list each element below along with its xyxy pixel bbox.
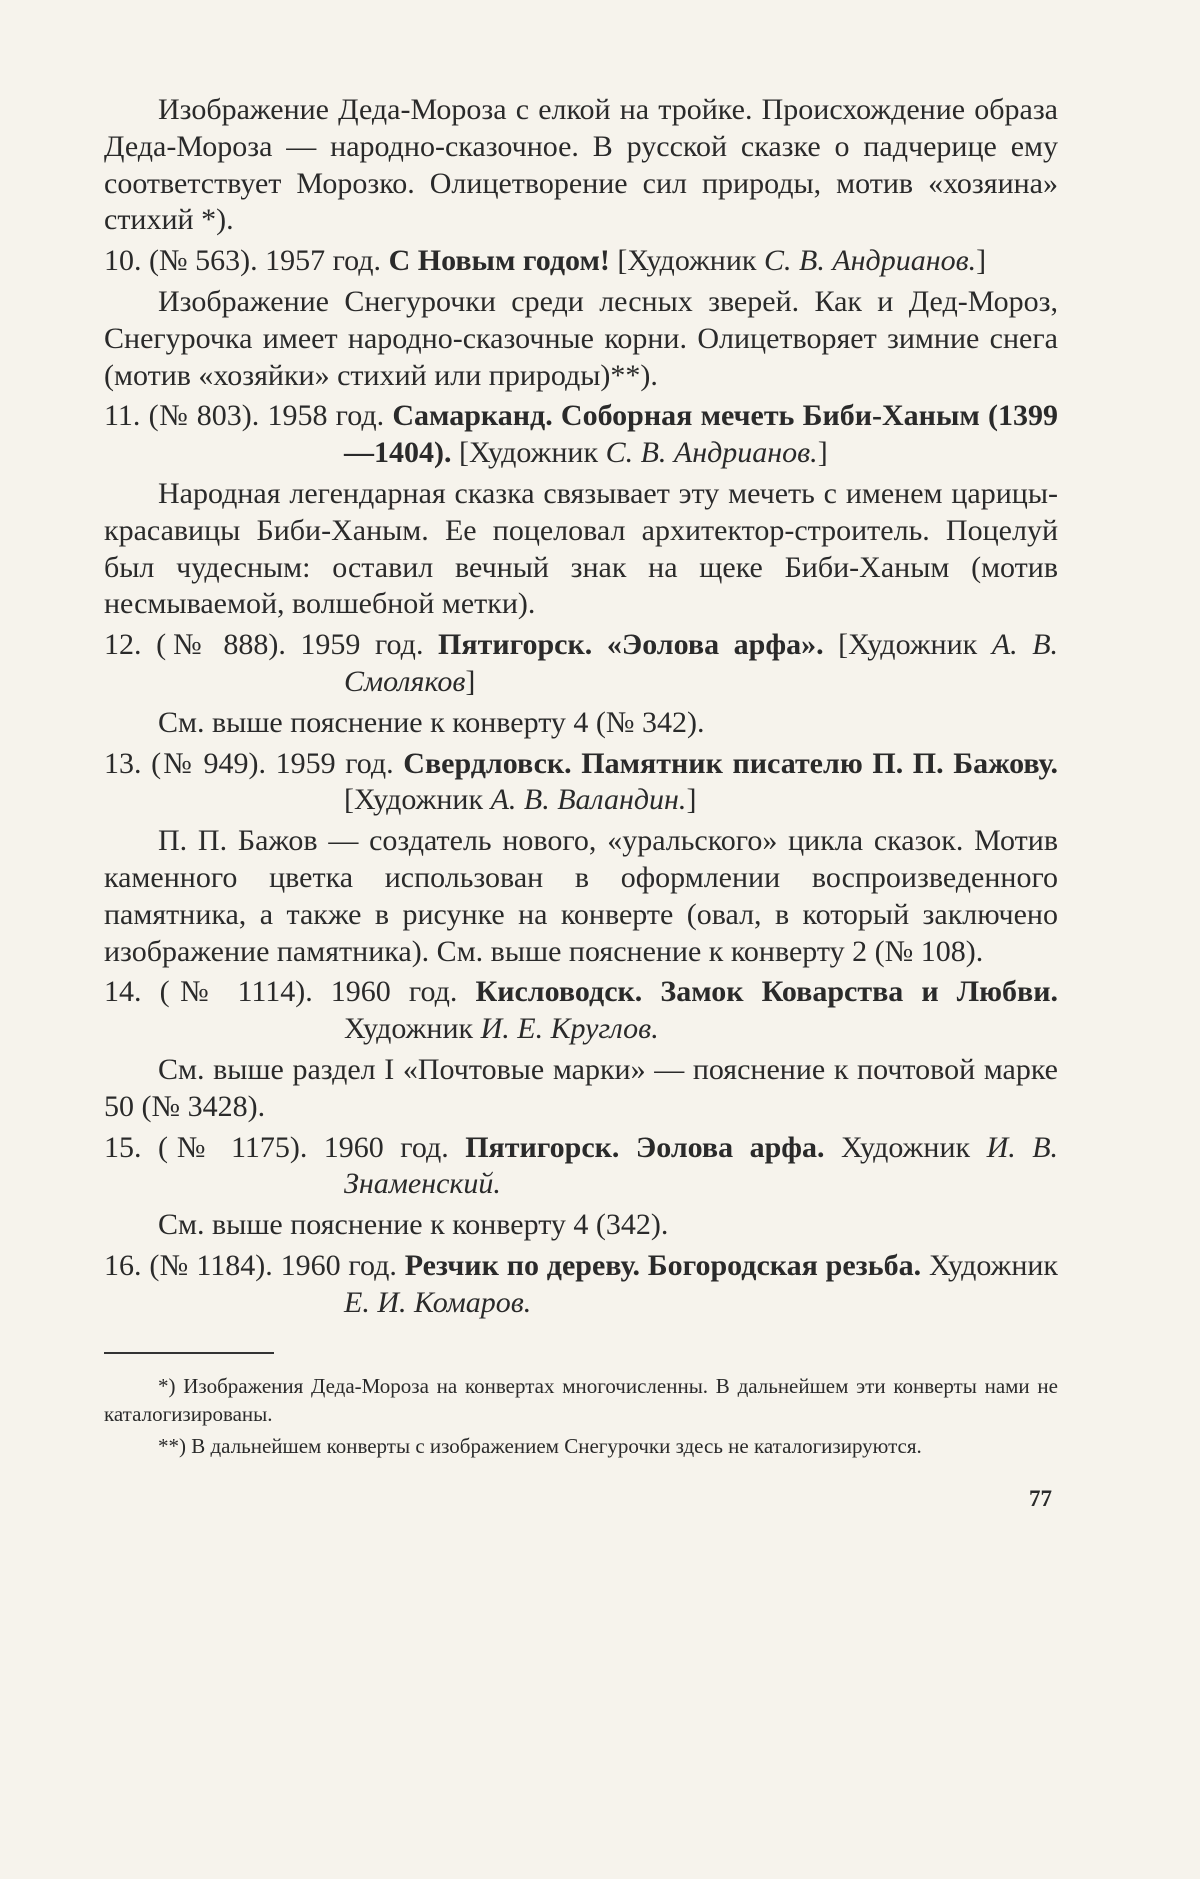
- entry-ref: 12. (№ 888). 1959 год.: [104, 628, 424, 662]
- catalog-entry: [104, 1130, 1058, 1204]
- paragraph: См. выше раздел I «Почтовые марки» — пояснение к почтовой марке 50 (№ 3428).: [104, 1052, 1058, 1123]
- entry-title: Самарканд. Соборная мечеть Биби-Ханым (1399—1404).: [344, 399, 1059, 470]
- entry-ref: 16. (№ 1184). 1960 год.: [104, 1248, 397, 1282]
- footnotes: [104, 1372, 1058, 1460]
- entry-artist-suffix: ]: [465, 664, 476, 698]
- entry-artist-prefix: [Художник: [617, 244, 757, 278]
- document-body: [104, 92, 1058, 1322]
- entry-artist-prefix: Художник: [841, 1130, 971, 1164]
- entry-artist: Е. И. Комаров.: [344, 1285, 532, 1319]
- entry-artist: И. Е. Круглов.: [480, 1012, 659, 1046]
- footnote: **) В дальнейшем конверты с изображением Снегурочки здесь не каталогизируются.: [158, 1433, 922, 1458]
- entry-ref: 13. (№ 949). 1959 год.: [104, 746, 394, 780]
- entry-artist: А. В. Смоляков: [344, 628, 1059, 698]
- footnote: *) Изображения Деда-Мороза на конвертах многочисленны. В дальнейшем эти конверты нами не каталогизированы.: [104, 1373, 1058, 1426]
- entry-artist: С. В. Андрианов.: [763, 244, 977, 278]
- paragraph: См. выше пояснение к конверту 4 (342).: [158, 1208, 669, 1242]
- catalog-entry: [104, 746, 1058, 820]
- entry-artist-prefix: [Художник: [838, 628, 978, 662]
- entry-ref: 14. (№ 1114). 1960 год.: [104, 975, 458, 1009]
- entry-artist-prefix: Художник: [344, 1012, 474, 1046]
- catalog-entry: [104, 627, 1058, 701]
- entry-artist: А. В. Валандин.: [490, 783, 687, 817]
- entry-artist-suffix: ]: [686, 783, 697, 817]
- paragraph: П. П. Бажов — создатель нового, «уральского» цикла сказок. Мотив каменного цветка использован в оформлении воспроизведенного памятника, а также в рисунке на конверте (овал, в который заключено изображение памятника). См. выше пояснение к конверту 2 (№ 108).: [104, 824, 1058, 968]
- catalog-entry: [104, 1248, 1058, 1322]
- page-number: 77: [1029, 1485, 1052, 1511]
- entry-ref: 15. (№ 1175). 1960 год.: [104, 1130, 449, 1164]
- footnote-divider: [104, 1352, 274, 1354]
- entry-ref: 10. (№ 563). 1957 год.: [104, 244, 382, 278]
- paragraph: Изображение Снегурочки среди лесных зверей. Как и Дед-Мороз, Снегурочка имеет народно-сказочные корни. Олицетворяет зимние снега (мотив «хозяйки» стихий или природы)**).: [104, 284, 1058, 392]
- entry-artist-prefix: [Художник: [459, 436, 599, 470]
- entry-artist: С. В. Андрианов.: [605, 436, 818, 470]
- entry-title: С Новым годом!: [388, 244, 610, 278]
- entry-title: Пятигорск. Эолова арфа.: [465, 1130, 825, 1164]
- entry-artist-prefix: Художник: [928, 1248, 1059, 1282]
- entry-artist-prefix: [Художник: [344, 783, 484, 817]
- entry-artist-suffix: ]: [976, 244, 987, 278]
- paragraph: Изображение Деда-Мороза с елкой на тройке. Происхождение образа Деда-Мороза — народно-сказочное. В русской сказке о падчерице ему соответствует Морозко. Олицетворение сил природы, мотив «хозяина» стихий *).: [104, 93, 1058, 237]
- paragraph: См. выше пояснение к конверту 4 (№ 342).: [158, 705, 705, 739]
- entry-title: Резчик по дереву. Богородская резьба.: [404, 1248, 922, 1282]
- entry-title: Кисловодск. Замок Коварства и Любви.: [475, 975, 1058, 1009]
- catalog-entry: [104, 974, 1058, 1048]
- catalog-entry: [104, 243, 1058, 280]
- entry-artist-suffix: ]: [817, 436, 828, 470]
- entry-ref: 11. (№ 803). 1958 год.: [104, 399, 385, 433]
- catalog-entry: [104, 398, 1058, 472]
- entry-title: Свердловск. Памятник писателю П. П. Бажову.: [403, 746, 1058, 780]
- entry-title: Пятигорск. «Эолова арфа».: [438, 628, 824, 662]
- paragraph: Народная легендарная сказка связывает эту мечеть с именем царицы-красавицы Биби-Ханым. Ее поцеловал архитектор-строитель. Поцелуй был чудесным: оставил вечный знак на щеке Биби-Ханым (мотив несмываемой, волшебной метки).: [104, 476, 1058, 621]
- entry-artist: И. В. Знаменский.: [344, 1130, 1059, 1201]
